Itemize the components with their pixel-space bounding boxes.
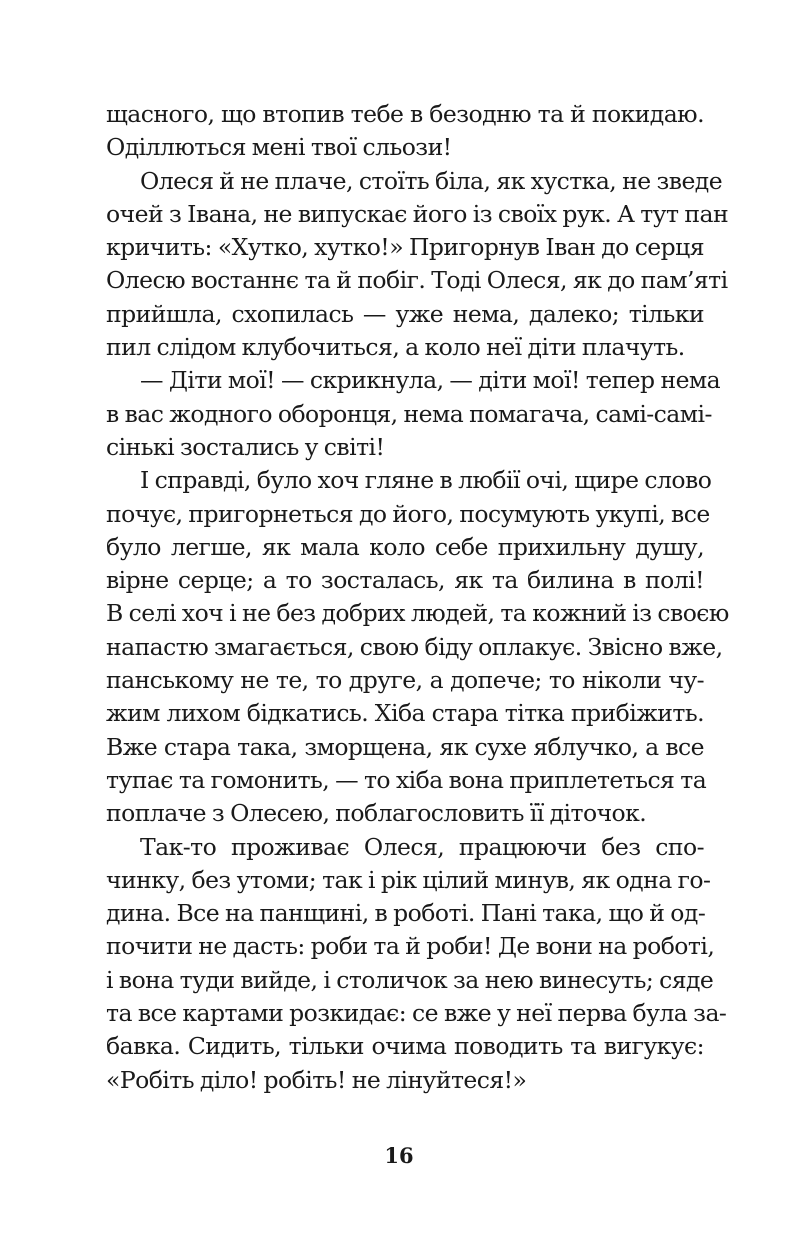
text-line: Оділлються мені твої сльози! [106,133,452,162]
text-line: Олеся й не плаче, стоїть біла, як хустка, не зведе [140,166,723,195]
text-line: очей з Івана, не випускає його із своїх рук. А тут пан [106,199,729,228]
text-line: та все картами розкидає: се вже у неї перва була за- [106,999,727,1028]
text-line: напастю змагається, свою біду оплакує. Звісно вже, [106,632,723,661]
text-line: і вона туди вийде, і столичок за нею винесуть; сяде [106,965,714,994]
text-line: щасного, що втопив тебе в безодню та й покидаю. [106,100,704,128]
text-line: тупає та гомонить, — то хіба вона приплететься та [106,765,707,794]
text-line: сінькі зостались у світі! [106,432,385,461]
text-line: — Діти мої! — скрикнула, — діти мої! тепер нема [140,366,721,395]
paragraph [106,464,729,830]
text-line: «Робіть діло! робіть! не лінуйтеся!» [106,1065,527,1094]
text-line: І справді, було хоч гляне в любії очі, щире слово [140,466,712,495]
text-line: жим лихом бідкатись. Хіба стара тітка прибіжить. [106,699,704,728]
text-line: вірне серце; а то зосталась, як та билина в полі! [106,566,704,595]
text-line: Олесю востаннє та й побіг. Тоді Олеся, як до пам’яті [106,266,728,295]
text-line: бавка. Сидить, тільки очима поводить та вигукує: [106,1032,704,1061]
text-line: почує, пригорнеться до його, посумують укупі, все [106,499,710,528]
text-line: чинку, без утоми; так і рік цілий минув, як одна го- [106,865,711,894]
text-line: Так-то проживає Олеся, працюючи без спо- [140,832,704,861]
text-line: панському не те, то друге, а допече; то ніколи чу- [106,666,704,695]
paragraph [106,165,729,365]
text-line: В селі хоч і не без добрих людей, та кожний із своєю [106,599,729,628]
text-line: Вже стара така, зморщена, як сухе яблучко, а все [106,732,704,761]
paragraph [106,364,721,464]
page-number: 16 [384,1143,414,1168]
text-line: дина. Все на панщині, в роботі. Пані така, що й од- [106,899,706,928]
text-line: поплаче з Олесею, поблагословить її діточок. [106,799,647,828]
text-line: кричить: «Хутко, хутко!» Пригорнув Іван до серця [106,233,704,262]
text-line: в вас жодного оборонця, нема помагача, самі-самі- [106,399,712,428]
text-line: пил слідом клубочиться, а коло неї діти плачуть. [106,333,685,362]
page-body-text [106,98,729,1097]
text-line: було легше, як мала коло себе прихильну душу, [106,532,704,561]
text-line: почити не дасть: роби та й роби! Де вони на роботі, [106,932,715,961]
paragraph [106,98,704,165]
paragraph [106,831,727,1097]
text-line: прийшла, схопилась — уже нема, далеко; тільки [106,299,704,328]
